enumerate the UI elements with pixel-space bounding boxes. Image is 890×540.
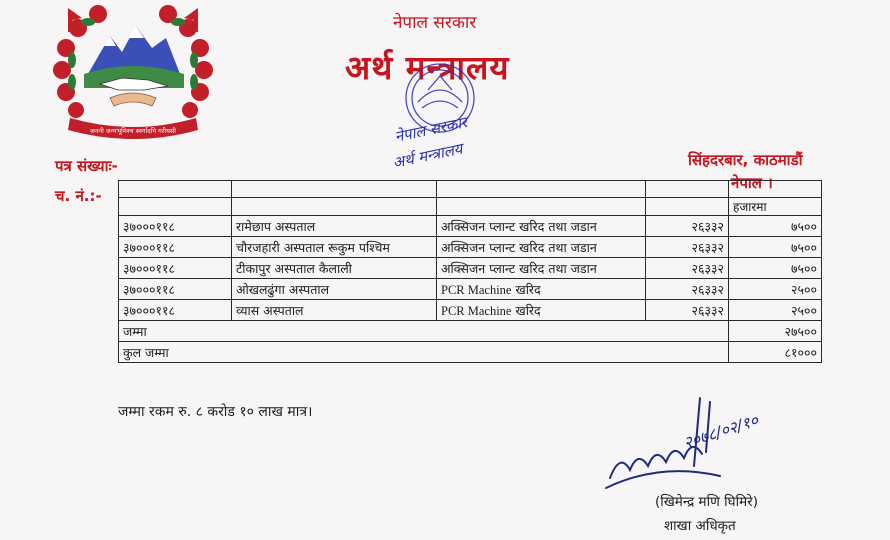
hospital-name: रामेछाप अस्पताल [232, 216, 437, 237]
stamp-line1: नेपाल सरकार [393, 113, 469, 146]
table-row [119, 258, 822, 279]
subtotal-label: जम्मा [119, 321, 729, 342]
government-heading: नेपाल सरकार [393, 13, 477, 33]
hospital-name: टीकापुर अस्पताल कैलाली [232, 258, 437, 279]
table-row [119, 237, 822, 258]
hospital-name: व्यास अस्पताल [232, 300, 437, 321]
emblem-motto: जननी जन्मभूमिश्च स्वर्गादपि गरीयसी [90, 127, 176, 135]
office-stamp [388, 50, 510, 178]
hospital-name: चौरजहारी अस्पताल रूकुम पश्चिम [232, 237, 437, 258]
total-in-words: जम्मा रकम रु. ८ करोड १० लाख मात्र। [118, 404, 313, 420]
purpose: अक्सिजन प्लान्ट खरिद तथा जडान [437, 237, 646, 258]
nepal-emblem [48, 2, 218, 150]
budget-code: ३७०००११८ [119, 279, 232, 300]
budget-head: २६३३२ [646, 237, 729, 258]
grand-total-label: कुल जम्मा [119, 342, 729, 363]
signatory-name: (खिमेन्द्र मणि घिमिरे) [655, 494, 758, 510]
budget-head: २६३३२ [646, 279, 729, 300]
address-line1: सिंहदरबार, काठमाडौं [688, 151, 803, 169]
signature-date: २०७८/०२/१० [681, 410, 761, 453]
budget-head: २६३३२ [646, 258, 729, 279]
purpose-suffix: खरिद [515, 281, 541, 297]
amount: ७५०० [729, 237, 822, 258]
purpose-latin: PCR Machine [441, 282, 512, 297]
grand-total-value: ८१००० [729, 342, 822, 363]
table-row [119, 216, 822, 237]
reference-number-label: पत्र संख्याः- [55, 157, 118, 175]
subtotal-value: २७५०० [729, 321, 822, 342]
amount: ७५०० [729, 258, 822, 279]
amount: २५०० [729, 300, 822, 321]
address-line2: नेपाल । [731, 174, 773, 192]
hospital-name: ओखलढुंगा अस्पताल [232, 279, 437, 300]
table-header-row [119, 181, 822, 198]
purpose: अक्सिजन प्लान्ट खरिद तथा जडान [437, 258, 646, 279]
table-row [119, 279, 822, 300]
purpose-suffix: खरिद [515, 302, 541, 318]
amount: २५०० [729, 279, 822, 300]
budget-table [118, 180, 822, 363]
ministry-heading: अर्थ मन्त्रालय [345, 48, 510, 87]
stamp-line2: अर्थ मन्त्रालय [391, 139, 464, 172]
grand-total-row [119, 342, 822, 363]
budget-code: ३७०००११८ [119, 237, 232, 258]
budget-code: ३७०००११८ [119, 258, 232, 279]
table-row [119, 300, 822, 321]
budget-code: ३७०००११८ [119, 216, 232, 237]
subtotal-row [119, 321, 822, 342]
purpose-latin: PCR Machine [441, 303, 512, 318]
purpose [437, 279, 646, 300]
signatory-title: शाखा अधिकृत [664, 518, 736, 534]
unit-label: हजारमा [729, 198, 822, 216]
amount: ७५०० [729, 216, 822, 237]
budget-head: २६३३२ [646, 300, 729, 321]
budget-head: २६३३२ [646, 216, 729, 237]
budget-code: ३७०००११८ [119, 300, 232, 321]
purpose [437, 300, 646, 321]
dispatch-number-label: च. नं.:- [55, 187, 102, 205]
unit-row [119, 198, 822, 216]
purpose: अक्सिजन प्लान्ट खरिद तथा जडान [437, 216, 646, 237]
